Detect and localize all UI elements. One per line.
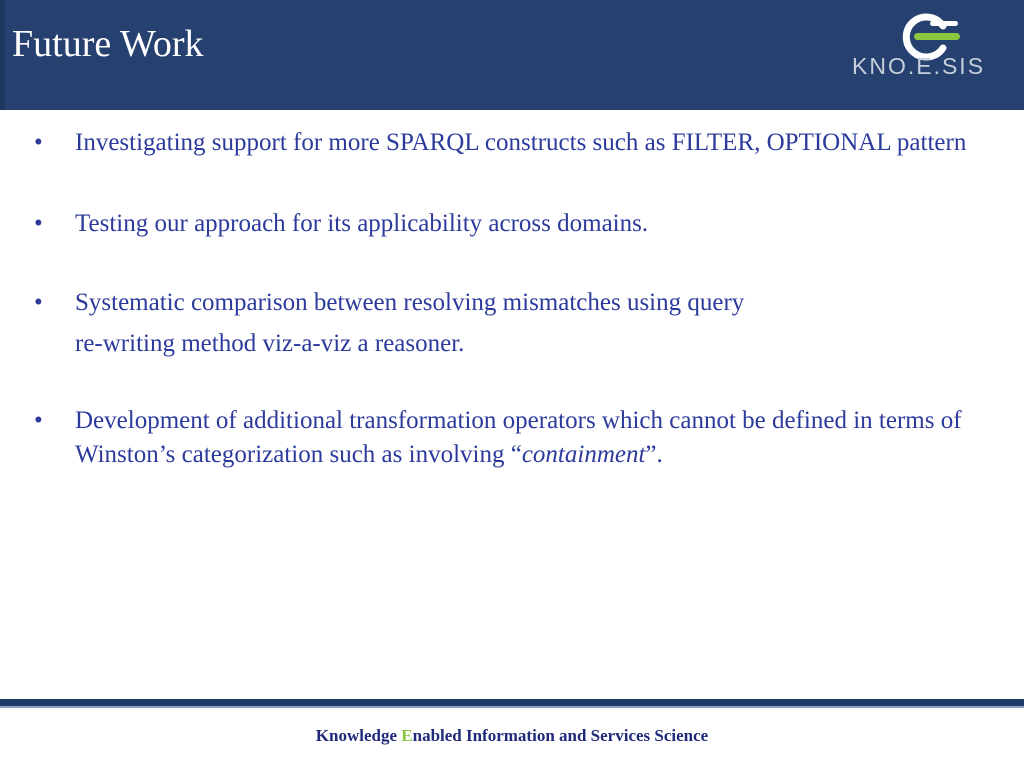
footer-tagline bbox=[0, 725, 1024, 747]
footer-accent-letter: E bbox=[401, 726, 413, 745]
logo-wordmark: KNO.E.SIS bbox=[852, 53, 986, 79]
slide-title: Future Work bbox=[12, 23, 204, 65]
footer-rule-highlight bbox=[0, 706, 1024, 708]
footer-text-start: Knowledge bbox=[315, 726, 402, 745]
footer-text-end: nabled Information and Services Science bbox=[412, 726, 709, 745]
bullet-text-end: ”. bbox=[645, 441, 663, 468]
bullet-dot: • bbox=[34, 129, 43, 156]
bullet-text: Development of additional transformation operators which cannot be defined in terms of Winston’s categorization such as involving “ bbox=[75, 407, 962, 468]
bullet-dot: • bbox=[34, 210, 43, 237]
bullet-item bbox=[30, 126, 970, 160]
footer-rule bbox=[0, 699, 1024, 706]
bullet-text: Investigating support for more SPARQL constructs such as FILTER, OPTIONAL pattern bbox=[75, 129, 967, 156]
bullet-text-line-1: Systematic comparison between resolving mismatches using query bbox=[75, 289, 745, 316]
bullet-item bbox=[30, 404, 970, 472]
bullet-text-line-2: re-writing method viz-a-viz a reasoner. bbox=[75, 330, 465, 357]
bullet-emphasis: containment bbox=[521, 441, 646, 468]
header-edge bbox=[0, 0, 5, 110]
bullet-item bbox=[30, 207, 970, 241]
bullet-dot: • bbox=[34, 407, 43, 434]
bullet-list bbox=[30, 126, 970, 519]
bullet-text: Testing our approach for its applicability across domains. bbox=[75, 210, 649, 237]
header-bar bbox=[0, 0, 1024, 110]
bullet-item bbox=[30, 282, 970, 364]
bullet-dot: • bbox=[34, 289, 43, 316]
